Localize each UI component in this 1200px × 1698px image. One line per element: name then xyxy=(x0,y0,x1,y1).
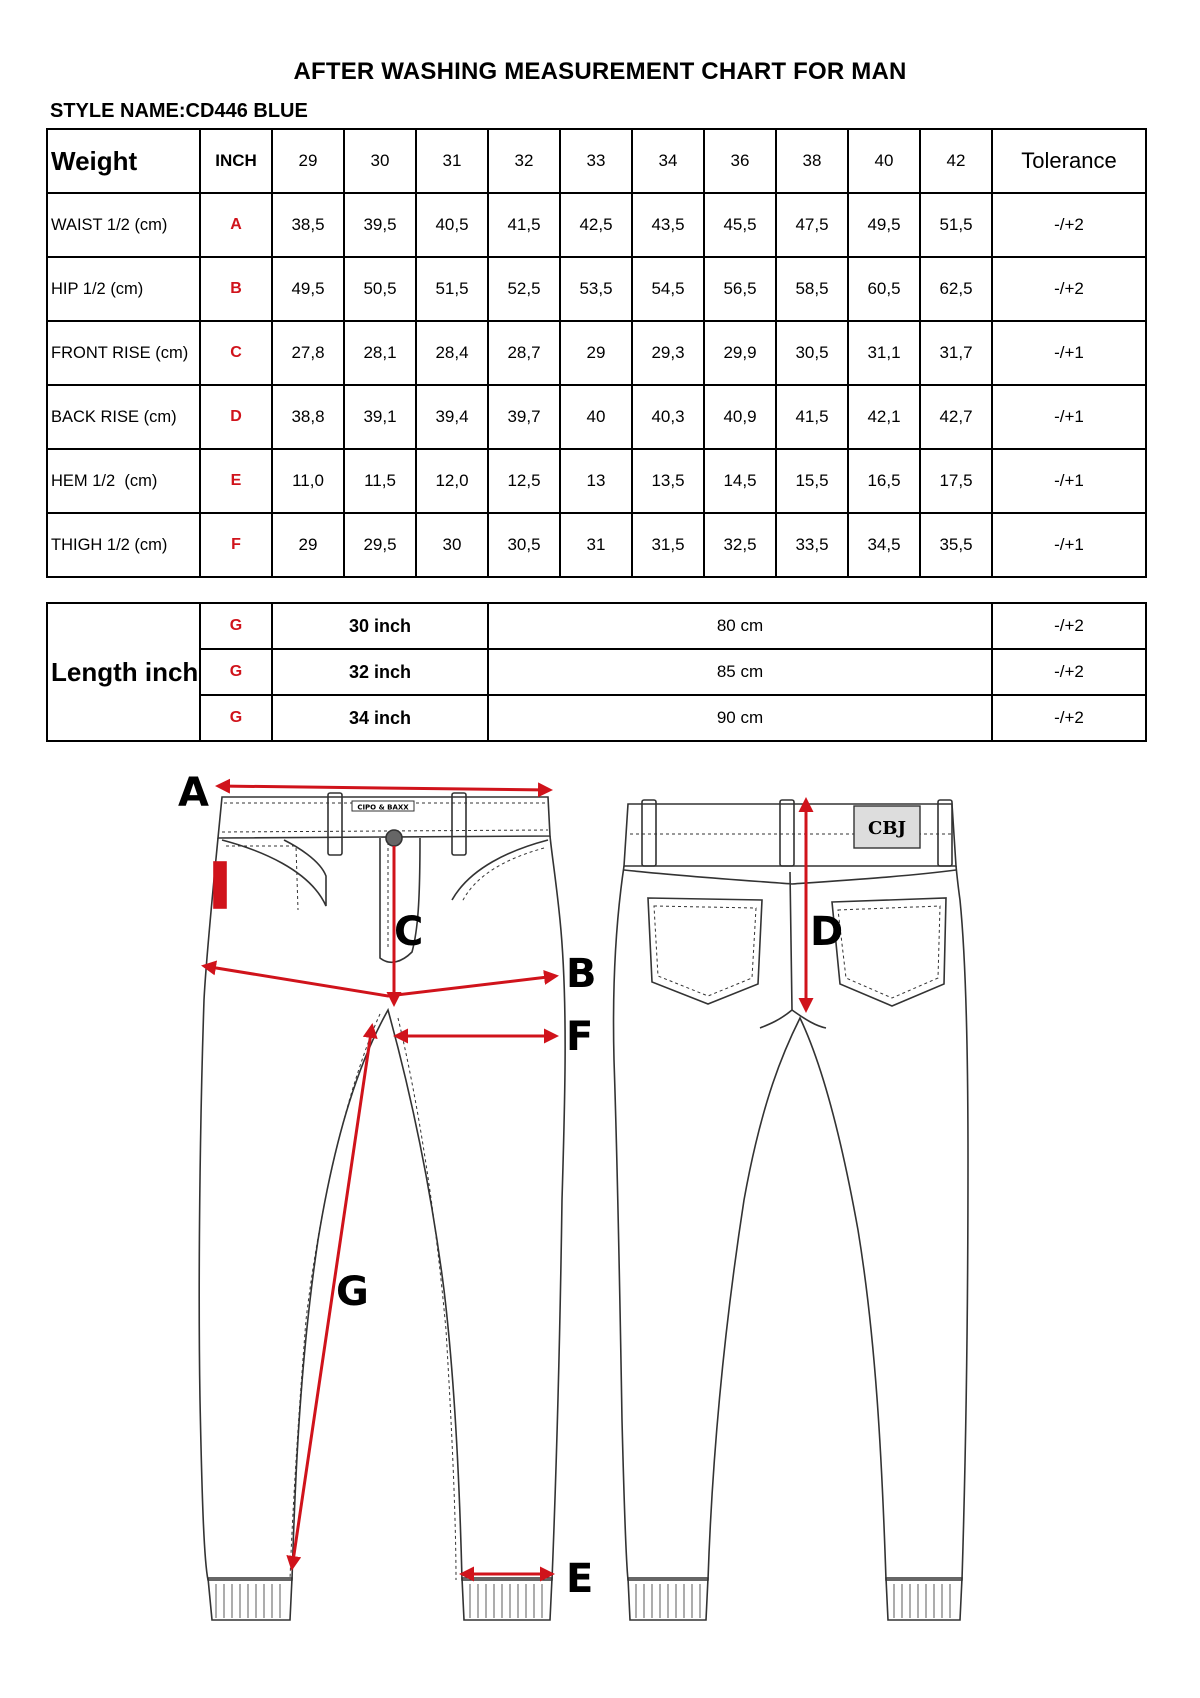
table-cell: 39,5 xyxy=(344,193,416,257)
table-cell: 38,8 xyxy=(272,385,344,449)
header-size: 33 xyxy=(560,129,632,193)
table-cell: 32,5 xyxy=(704,513,776,577)
brand-label-text: CIPO & BAXX xyxy=(357,803,409,812)
table-cell: 41,5 xyxy=(488,193,560,257)
table-cell: 31,1 xyxy=(848,321,920,385)
table-cell: 34,5 xyxy=(848,513,920,577)
header-size: 30 xyxy=(344,129,416,193)
row-code: F xyxy=(200,513,272,577)
belt-loop xyxy=(452,793,466,855)
header-size: 31 xyxy=(416,129,488,193)
table-cell: 31,5 xyxy=(632,513,704,577)
front-right-cuff xyxy=(462,1578,552,1620)
table-cell: 29,5 xyxy=(344,513,416,577)
table-cell: 60,5 xyxy=(848,257,920,321)
table-cell: 28,4 xyxy=(416,321,488,385)
table-cell: 40,9 xyxy=(704,385,776,449)
back-right-cuff xyxy=(886,1578,962,1620)
table-cell: 30,5 xyxy=(488,513,560,577)
back-right-pocket xyxy=(832,898,946,1006)
table-cell: 31,7 xyxy=(920,321,992,385)
row-label: HIP 1/2 (cm) xyxy=(47,257,200,321)
table-cell: 42,7 xyxy=(920,385,992,449)
table-cell: 28,7 xyxy=(488,321,560,385)
letter-d: D xyxy=(810,909,844,955)
table-cell: 51,5 xyxy=(416,257,488,321)
front-left-pocket xyxy=(222,840,326,906)
letter-a: A xyxy=(178,770,209,816)
table-cell: 42,1 xyxy=(848,385,920,449)
table-cell: 17,5 xyxy=(920,449,992,513)
table-cell: 31 xyxy=(560,513,632,577)
table-cell: 38,5 xyxy=(272,193,344,257)
header-size: 29 xyxy=(272,129,344,193)
length-inch: 34 inch xyxy=(272,695,488,741)
table-cell: 52,5 xyxy=(488,257,560,321)
row-label: WAIST 1/2 (cm) xyxy=(47,193,200,257)
header-inch: INCH xyxy=(200,129,272,193)
table-cell: 40 xyxy=(560,385,632,449)
back-jeans-drawing xyxy=(613,800,968,1620)
table-cell: 43,5 xyxy=(632,193,704,257)
back-center-seam xyxy=(760,872,792,1028)
letter-c: C xyxy=(394,909,424,955)
table-cell: 40,3 xyxy=(632,385,704,449)
front-outline xyxy=(199,836,565,1580)
table-cell: 27,8 xyxy=(272,321,344,385)
table-cell: 30,5 xyxy=(776,321,848,385)
table-cell: 28,1 xyxy=(344,321,416,385)
row-tolerance: -/+2 xyxy=(992,193,1146,257)
row-code: A xyxy=(200,193,272,257)
length-code: G xyxy=(200,695,272,741)
table-cell: 14,5 xyxy=(704,449,776,513)
table-cell: 16,5 xyxy=(848,449,920,513)
row-label: FRONT RISE (cm) xyxy=(47,321,200,385)
table-cell: 53,5 xyxy=(560,257,632,321)
length-inch: 30 inch xyxy=(272,603,488,649)
length-tolerance: -/+2 xyxy=(992,649,1146,695)
table-cell: 50,5 xyxy=(344,257,416,321)
table-cell: 62,5 xyxy=(920,257,992,321)
row-label: HEM 1/2 (cm) xyxy=(47,449,200,513)
table-cell: 15,5 xyxy=(776,449,848,513)
arrow-b xyxy=(204,966,556,996)
length-tolerance: -/+2 xyxy=(992,603,1146,649)
length-label: Length inch xyxy=(47,603,200,741)
row-tolerance: -/+2 xyxy=(992,257,1146,321)
belt-loop xyxy=(938,800,952,866)
table-cell: 47,5 xyxy=(776,193,848,257)
length-cm: 80 cm xyxy=(488,603,992,649)
header-size: 40 xyxy=(848,129,920,193)
row-code: B xyxy=(200,257,272,321)
table-cell: 29,3 xyxy=(632,321,704,385)
table-cell: 13 xyxy=(560,449,632,513)
letter-e: E xyxy=(566,1556,594,1602)
table-cell: 54,5 xyxy=(632,257,704,321)
table-cell: 35,5 xyxy=(920,513,992,577)
belt-loop xyxy=(328,793,342,855)
letter-b: B xyxy=(566,951,597,997)
belt-loop xyxy=(642,800,656,866)
table-cell: 45,5 xyxy=(704,193,776,257)
length-code: G xyxy=(200,649,272,695)
red-tab xyxy=(214,862,226,908)
table-cell: 56,5 xyxy=(704,257,776,321)
length-tolerance: -/+2 xyxy=(992,695,1146,741)
table-cell: 13,5 xyxy=(632,449,704,513)
table-cell: 42,5 xyxy=(560,193,632,257)
row-code: C xyxy=(200,321,272,385)
table-cell: 29,9 xyxy=(704,321,776,385)
header-size: 32 xyxy=(488,129,560,193)
table-cell: 58,5 xyxy=(776,257,848,321)
row-tolerance: -/+1 xyxy=(992,385,1146,449)
letter-g: G xyxy=(336,1269,369,1315)
length-inch: 32 inch xyxy=(272,649,488,695)
measurement-arrows xyxy=(204,786,806,1574)
table-cell: 12,5 xyxy=(488,449,560,513)
table-cell: 41,5 xyxy=(776,385,848,449)
table-cell: 49,5 xyxy=(272,257,344,321)
chart-title: AFTER WASHING MEASUREMENT CHART FOR MAN xyxy=(293,58,907,85)
style-name: STYLE NAME:CD446 BLUE xyxy=(50,100,308,122)
header-weight: Weight xyxy=(47,129,200,193)
length-cm: 85 cm xyxy=(488,649,992,695)
row-tolerance: -/+1 xyxy=(992,513,1146,577)
arrow-a xyxy=(218,786,550,790)
header-size: 36 xyxy=(704,129,776,193)
row-code: E xyxy=(200,449,272,513)
row-label: BACK RISE (cm) xyxy=(47,385,200,449)
length-cm: 90 cm xyxy=(488,695,992,741)
table-cell: 40,5 xyxy=(416,193,488,257)
table-cell: 11,0 xyxy=(272,449,344,513)
cbj-patch-text: CBJ xyxy=(867,818,907,839)
row-tolerance: -/+1 xyxy=(992,321,1146,385)
table-cell: 39,7 xyxy=(488,385,560,449)
front-jeans-drawing xyxy=(199,793,565,1620)
back-left-pocket xyxy=(648,898,762,1004)
table-cell: 51,5 xyxy=(920,193,992,257)
length-code: G xyxy=(200,603,272,649)
row-label: THIGH 1/2 (cm) xyxy=(47,513,200,577)
table-cell: 29 xyxy=(560,321,632,385)
button-icon xyxy=(386,830,402,846)
table-cell: 39,4 xyxy=(416,385,488,449)
table-cell: 33,5 xyxy=(776,513,848,577)
belt-loop xyxy=(780,800,794,866)
table-cell: 39,1 xyxy=(344,385,416,449)
table-cell: 29 xyxy=(272,513,344,577)
table-cell: 49,5 xyxy=(848,193,920,257)
letter-f: F xyxy=(566,1014,594,1060)
header-size: 42 xyxy=(920,129,992,193)
header-tolerance: Tolerance xyxy=(992,129,1146,193)
table-cell: 12,0 xyxy=(416,449,488,513)
table-cell: 30 xyxy=(416,513,488,577)
header-size: 34 xyxy=(632,129,704,193)
row-tolerance: -/+1 xyxy=(992,449,1146,513)
row-code: D xyxy=(200,385,272,449)
table-cell: 11,5 xyxy=(344,449,416,513)
header-size: 38 xyxy=(776,129,848,193)
front-left-cuff xyxy=(208,1578,292,1620)
